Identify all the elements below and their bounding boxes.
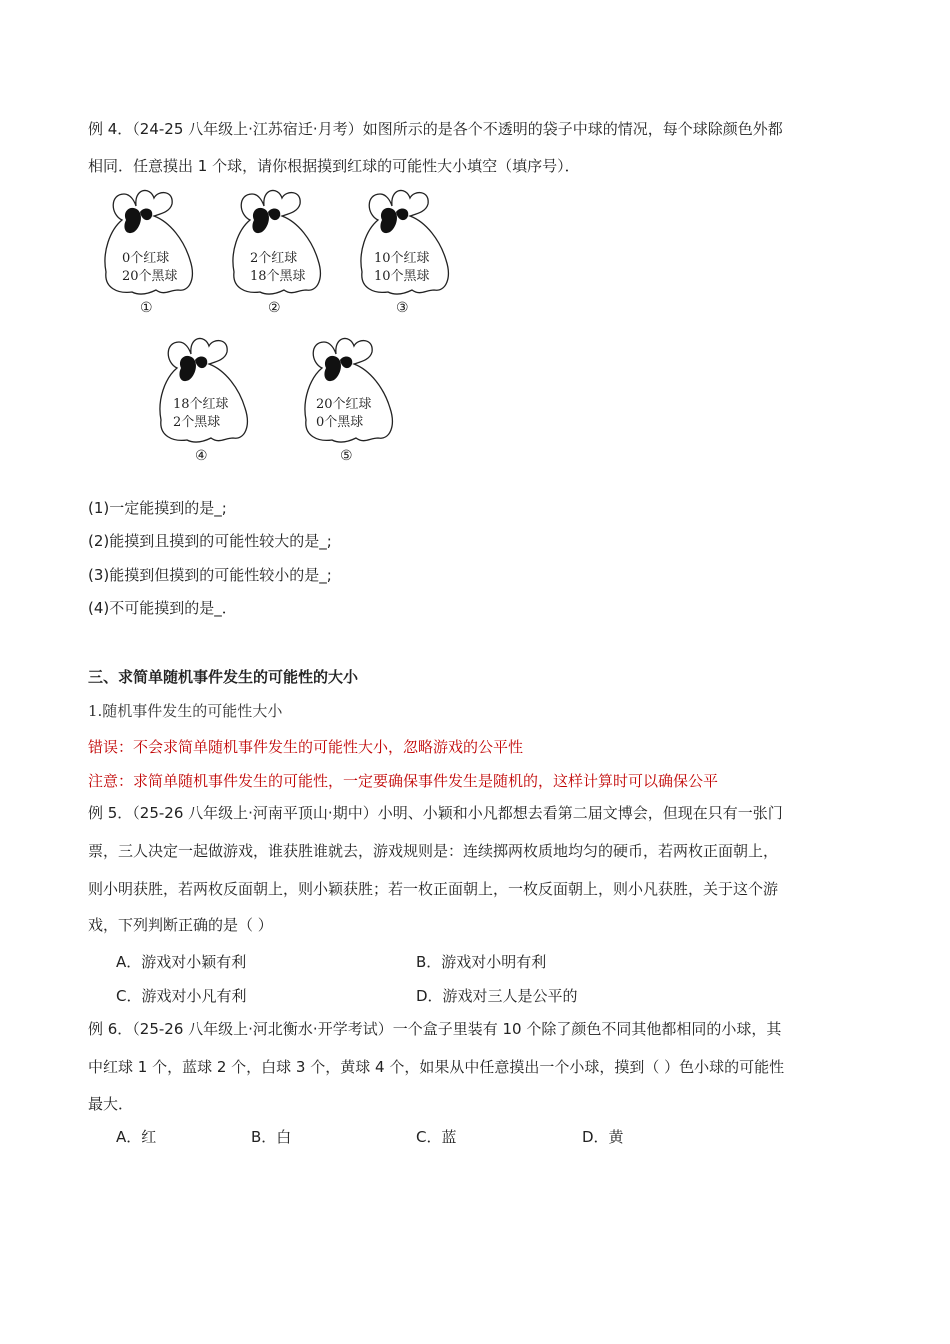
example5-option-b: B．游戏对小明有利 bbox=[416, 953, 547, 971]
example6-line2: 中红球 1 个，蓝球 2 个，白球 3 个，黄球 4 个，如果从中任意摸出一个小球，摸到（ ）色小球的可能性 bbox=[88, 1058, 785, 1076]
error-note: 错误：不会求简单随机事件发生的可能性大小，忽略游戏的公平性 bbox=[88, 738, 524, 756]
section-heading: 三、求简单随机事件发生的可能性的大小 bbox=[88, 668, 359, 686]
bag-label: ③ bbox=[396, 300, 409, 316]
example6-option-b: B．白 bbox=[251, 1128, 292, 1146]
example6-option-d: D．黄 bbox=[582, 1128, 624, 1146]
bag-label: ④ bbox=[195, 448, 208, 464]
bag-black-count: 18个黑球 bbox=[250, 269, 306, 284]
question-4: (4)不可能摸到的是_． bbox=[88, 599, 237, 617]
example6-line1: 例 6．（25-26 八年级上·河北衡水·开学考试）一个盒子里装有 10 个除了颜色不同其他都相同的小球，其 bbox=[88, 1020, 782, 1038]
bag-label: ⑤ bbox=[340, 448, 353, 464]
caution-note: 注意：求简单随机事件发生的可能性，一定要确保事件发生是随机的，这样计算时可以确保公平 bbox=[88, 772, 719, 790]
bag-figure-2 bbox=[228, 182, 333, 316]
bag-figure-3 bbox=[356, 182, 461, 316]
question-1: (1)一定能摸到的是_; bbox=[88, 499, 227, 517]
example4-line1: 例 4．（24-25 八年级上·江苏宿迁·月考）如图所示的是各个不透明的袋子中球的情况，每个球除颜色外都 bbox=[88, 120, 783, 138]
example5-line4: 戏，下列判断正确的是（ ） bbox=[88, 916, 273, 934]
example5-option-d: D．游戏对三人是公平的 bbox=[416, 987, 578, 1005]
bag-label: ② bbox=[268, 300, 281, 316]
bag-black-count: 20个黑球 bbox=[122, 269, 178, 284]
example5-line3: 则小明获胜，若两枚反面朝上，则小颖获胜；若一枚正面朝上，一枚反面朝上，则小凡获胜，关于这个游 bbox=[88, 880, 779, 898]
example4-line2: 相同．任意摸出 1 个球，请你根据摸到红球的可能性大小填空（填序号）． bbox=[88, 157, 580, 175]
question-3: (3)能摸到但摸到的可能性较小的是_; bbox=[88, 566, 332, 584]
question-2: (2)能摸到且摸到的可能性较大的是_; bbox=[88, 532, 332, 550]
bag-icon bbox=[155, 330, 260, 450]
bag-red-count: 10个红球 bbox=[374, 251, 430, 266]
example5-option-c: C．游戏对小凡有利 bbox=[116, 987, 247, 1005]
bag-black-count: 2个黑球 bbox=[173, 415, 221, 430]
bag-black-count: 10个黑球 bbox=[374, 269, 430, 284]
bag-icon bbox=[300, 330, 405, 450]
example6-line3: 最大． bbox=[88, 1095, 134, 1113]
bag-red-count: 2个红球 bbox=[250, 251, 298, 266]
bag-red-count: 18个红球 bbox=[173, 397, 229, 412]
bag-label: ① bbox=[140, 300, 153, 316]
example6-option-c: C．蓝 bbox=[416, 1128, 457, 1146]
bag-figure-1 bbox=[100, 182, 205, 316]
bag-figure-5 bbox=[300, 330, 405, 464]
example5-option-a: A．游戏对小颖有利 bbox=[116, 953, 247, 971]
bag-red-count: 20个红球 bbox=[316, 397, 372, 412]
example5-line2: 票，三人决定一起做游戏，谁获胜谁就去，游戏规则是：连续掷两枚质地均匀的硬币，若两枚正面朝上， bbox=[88, 842, 779, 860]
example6-option-a: A．红 bbox=[116, 1128, 157, 1146]
example5-line1: 例 5．（25-26 八年级上·河南平顶山·期中）小明、小颖和小凡都想去看第二届文博会，但现在只有一张门 bbox=[88, 804, 783, 822]
bag-red-count: 0个红球 bbox=[122, 251, 170, 266]
bag-figure-4 bbox=[155, 330, 260, 464]
section-subheading: 1.随机事件发生的可能性大小 bbox=[88, 702, 283, 720]
bag-black-count: 0个黑球 bbox=[316, 415, 364, 430]
